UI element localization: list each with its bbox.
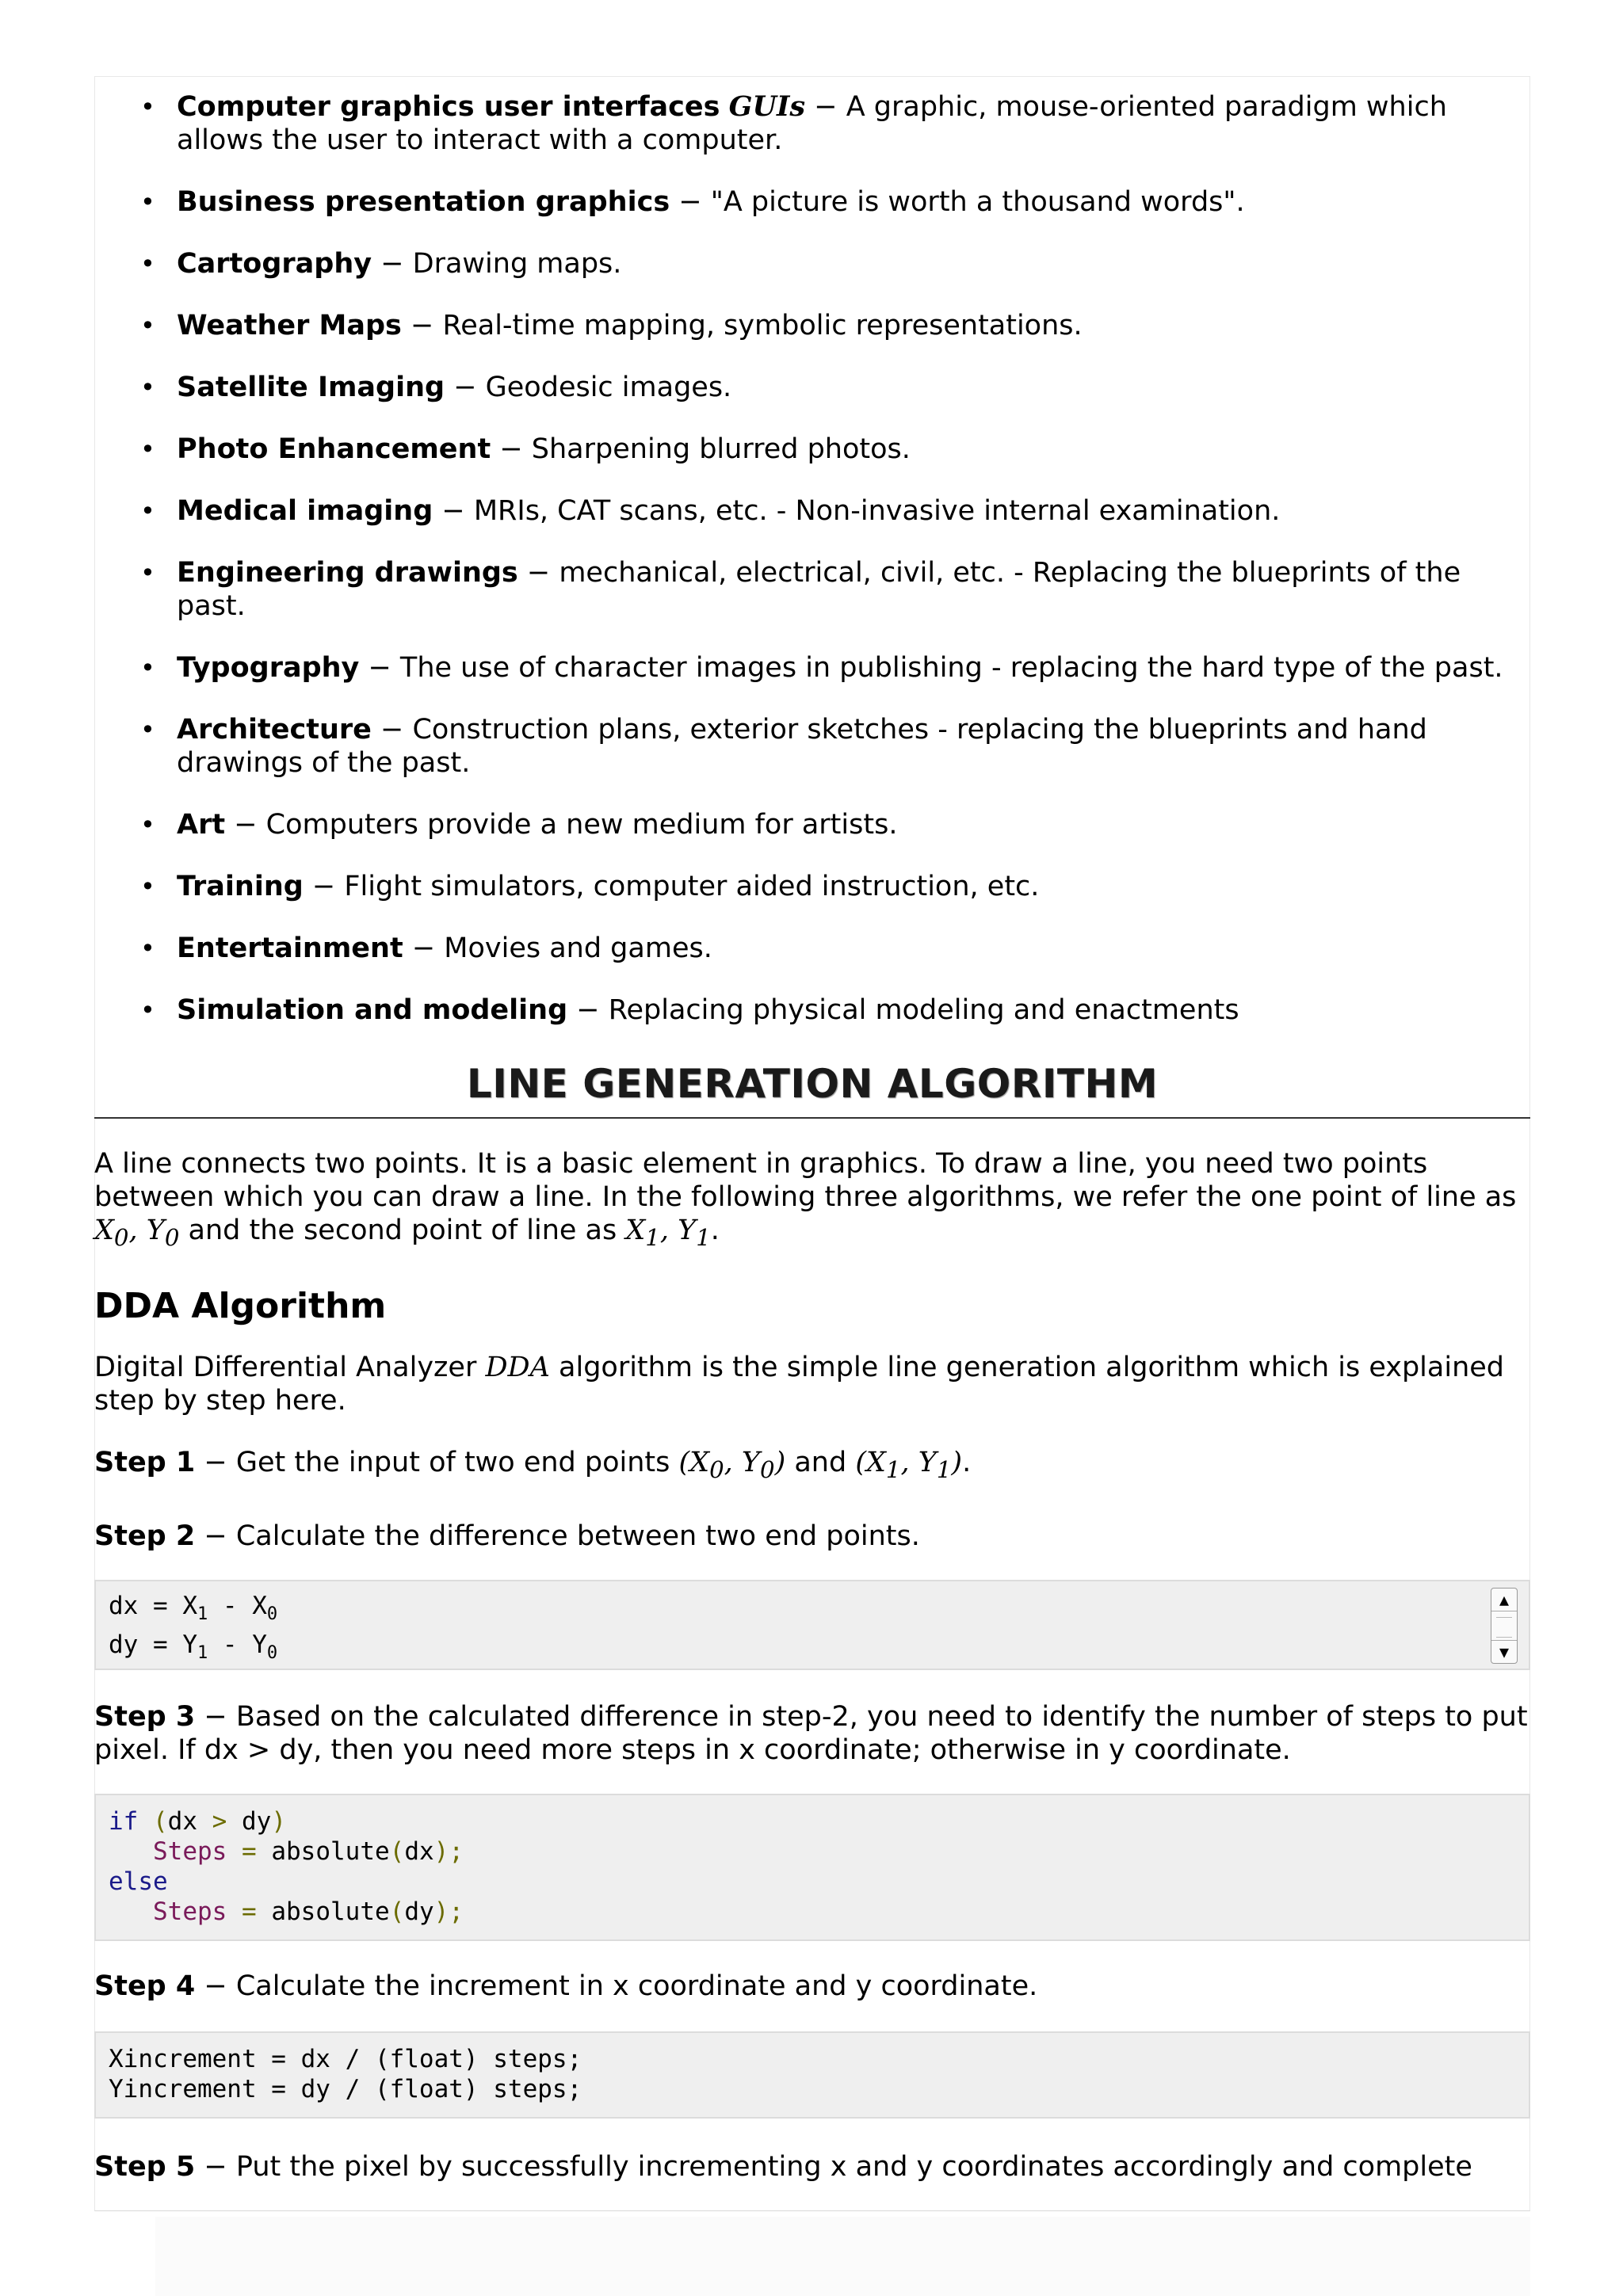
- dda-desc-abbr: DDA: [485, 1352, 550, 1383]
- list-item-description: − Computers provide a new medium for artists.: [225, 809, 898, 841]
- list-item: [94, 433, 1530, 466]
- code-arg-dy: dy: [404, 1897, 434, 1926]
- code-abs-fn: absolute: [271, 1837, 390, 1866]
- list-item-description: − Drawing maps.: [372, 248, 622, 280]
- list-item-term: Architecture: [177, 714, 372, 746]
- step-4: [94, 1970, 1530, 2003]
- list-item-description: − MRIs, CAT scans, etc. - Non-invasive internal examination.: [433, 495, 1281, 527]
- code-abs-fn-2: absolute: [271, 1897, 390, 1926]
- code-line-dx: dx = $X_1 - X_0$: [109, 1592, 278, 1625]
- section-title: LINE GENERATION ALGORITHM: [466, 1061, 1159, 1107]
- intro-paragraph: [94, 1147, 1530, 1254]
- scroll-thumb[interactable]: [1496, 1617, 1512, 1638]
- list-item-term: Business presentation graphics: [177, 186, 670, 218]
- intro-point-1: $X_1$, $Y_1$: [625, 1215, 711, 1251]
- code-block-increment: [94, 2031, 1530, 2119]
- code-if-keyword: if: [109, 1807, 139, 1836]
- list-item-description: − Movies and games.: [403, 933, 712, 964]
- list-item-term: Training: [177, 871, 304, 902]
- code-block-steps: [94, 1794, 1530, 1941]
- list-item-description: − mechanical, electrical, civil, etc. - Replacing the blueprints of the past.: [177, 557, 1461, 622]
- list-item: [94, 247, 1530, 280]
- list-item-description: − Sharpening blurred photos.: [491, 433, 911, 465]
- code-steps-var: Steps: [153, 1837, 227, 1866]
- list-item: [94, 808, 1530, 841]
- list-item-description: − Flight simulators, computer aided instruction, etc.: [303, 871, 1040, 902]
- step-5-label: Step 5: [94, 2151, 196, 2183]
- page-bottom-shade: [155, 2217, 1530, 2296]
- step-1-label: Step 1: [94, 1447, 196, 1478]
- list-item-description: − Construction plans, exterior sketches - replacing the blueprints and hand drawings of the past.: [177, 714, 1427, 779]
- list-item-description: − "A picture is worth a thousand words".: [670, 186, 1245, 218]
- code-line-xincrement: Xincrement = dx / (float) steps;: [109, 2045, 582, 2073]
- dda-description: [94, 1351, 1530, 1417]
- list-item-description: − Replacing physical modeling and enactments: [567, 994, 1239, 1026]
- list-item: [94, 309, 1530, 342]
- list-item-term: Photo Enhancement: [177, 433, 491, 465]
- list-item-abbr: GUIs: [728, 90, 806, 123]
- code-else-keyword: else: [109, 1867, 168, 1896]
- list-item-description: − A graphic, mouse-oriented paradigm which allows the user to interact with a computer.: [177, 91, 1447, 156]
- code-cond-dx: dx: [167, 1807, 197, 1836]
- list-item: [94, 932, 1530, 965]
- intro-point-0: $X_0$, $Y_0$: [94, 1215, 180, 1251]
- code-condition: dx > dy: [167, 1807, 272, 1836]
- list-item: [94, 371, 1530, 404]
- code-line-yincrement: Yincrement = dy / (float) steps;: [109, 2075, 582, 2103]
- dda-desc-before: Digital Differential Analyzer: [94, 1352, 486, 1383]
- scroll-up-arrow-icon[interactable]: ▲: [1491, 1589, 1517, 1611]
- code-eq-2: =: [242, 1897, 257, 1926]
- code-line-dy: dy = $Y_1 - Y_0$: [109, 1630, 278, 1664]
- list-item-term: Typography: [177, 652, 360, 684]
- list-item: [94, 185, 1530, 219]
- list-item-description: − The use of character images in publishing - replacing the hard type of the past.: [359, 652, 1503, 684]
- code-arg-dx: dx: [404, 1837, 434, 1866]
- list-item: [94, 994, 1530, 1027]
- code-scrollbar[interactable]: [1491, 1588, 1518, 1664]
- list-item-term: Satellite Imaging: [177, 372, 445, 403]
- step-3: [94, 1700, 1530, 1767]
- intro-text: A line connects two points. It is a basic element in graphics. To draw a line, you need two points between which you can draw a line. In the following three algorithms, we refer the one point of line as: [94, 1148, 1517, 1213]
- list-item: [94, 713, 1530, 780]
- list-item-term: Engineering drawings: [177, 557, 518, 589]
- dda-heading: DDA Algorithm: [94, 1286, 387, 1326]
- step-5: [94, 2150, 1530, 2183]
- step-3-text: − Based on the calculated difference in step-2, you need to identify the number of steps to put pixel. If dx > dy, then you need more steps in x coordinate; otherwise in y coordinate.: [94, 1701, 1528, 1766]
- code-steps-var-2: Steps: [153, 1897, 227, 1926]
- step-4-label: Step 4: [94, 1970, 196, 2002]
- step-1-point-0: ($X_0$, $Y_0$): [678, 1447, 786, 1483]
- list-item-term: Art: [177, 809, 226, 841]
- scroll-down-arrow-icon[interactable]: ▼: [1491, 1640, 1517, 1663]
- list-item: [94, 90, 1530, 157]
- step-1-end: .: [962, 1447, 972, 1478]
- step-3-label: Step 3: [94, 1701, 196, 1733]
- code-eq: =: [242, 1837, 257, 1866]
- step-2: [94, 1520, 1530, 1553]
- step-2-text: − Calculate the difference between two end points.: [195, 1520, 920, 1552]
- step-5-text: − Put the pixel by successfully incrementing x and y coordinates accordingly and complete: [195, 2151, 1472, 2183]
- step-1: [94, 1446, 1530, 1486]
- intro-mid: and the second point of line as: [179, 1215, 626, 1246]
- code-line-else: [109, 1867, 1516, 1897]
- list-item-description: − Geodesic images.: [445, 372, 732, 403]
- code-block-difference: [94, 1580, 1530, 1670]
- list-item: [94, 494, 1530, 528]
- applications-list: [94, 76, 1530, 1027]
- step-1-text: − Get the input of two end points: [195, 1447, 679, 1478]
- list-item-description: − Real-time mapping, symbolic representations.: [401, 310, 1083, 341]
- list-item-term: Computer graphics user interfaces: [177, 91, 720, 123]
- list-item-term: Cartography: [177, 248, 372, 280]
- list-item-term: Medical imaging: [177, 495, 433, 527]
- list-item: [94, 556, 1530, 623]
- dda-desc-after: algorithm is the simple line generation algorithm which is explained step by step here.: [94, 1352, 1505, 1417]
- code-line-steps-dy: Steps = absolute(dy);: [153, 1897, 464, 1926]
- code-line-steps-dx: Steps = absolute(dx);: [153, 1837, 464, 1866]
- list-item: [94, 651, 1530, 685]
- step-1-point-1: ($X_1$, $Y_1$): [855, 1447, 963, 1483]
- step-1-and: and: [785, 1447, 856, 1478]
- list-item-term: Weather Maps: [177, 310, 402, 341]
- intro-end: .: [710, 1215, 720, 1246]
- section-rule: [94, 1117, 1530, 1119]
- step-4-text: − Calculate the increment in x coordinate and y coordinate.: [195, 1970, 1038, 2002]
- step-2-label: Step 2: [94, 1520, 196, 1552]
- code-line-if: if (dx > dy): [109, 1807, 287, 1836]
- list-item: [94, 870, 1530, 903]
- list-item-term: Entertainment: [177, 933, 403, 964]
- document-content: [94, 76, 1530, 2183]
- list-item-term: Simulation and modeling: [177, 994, 568, 1026]
